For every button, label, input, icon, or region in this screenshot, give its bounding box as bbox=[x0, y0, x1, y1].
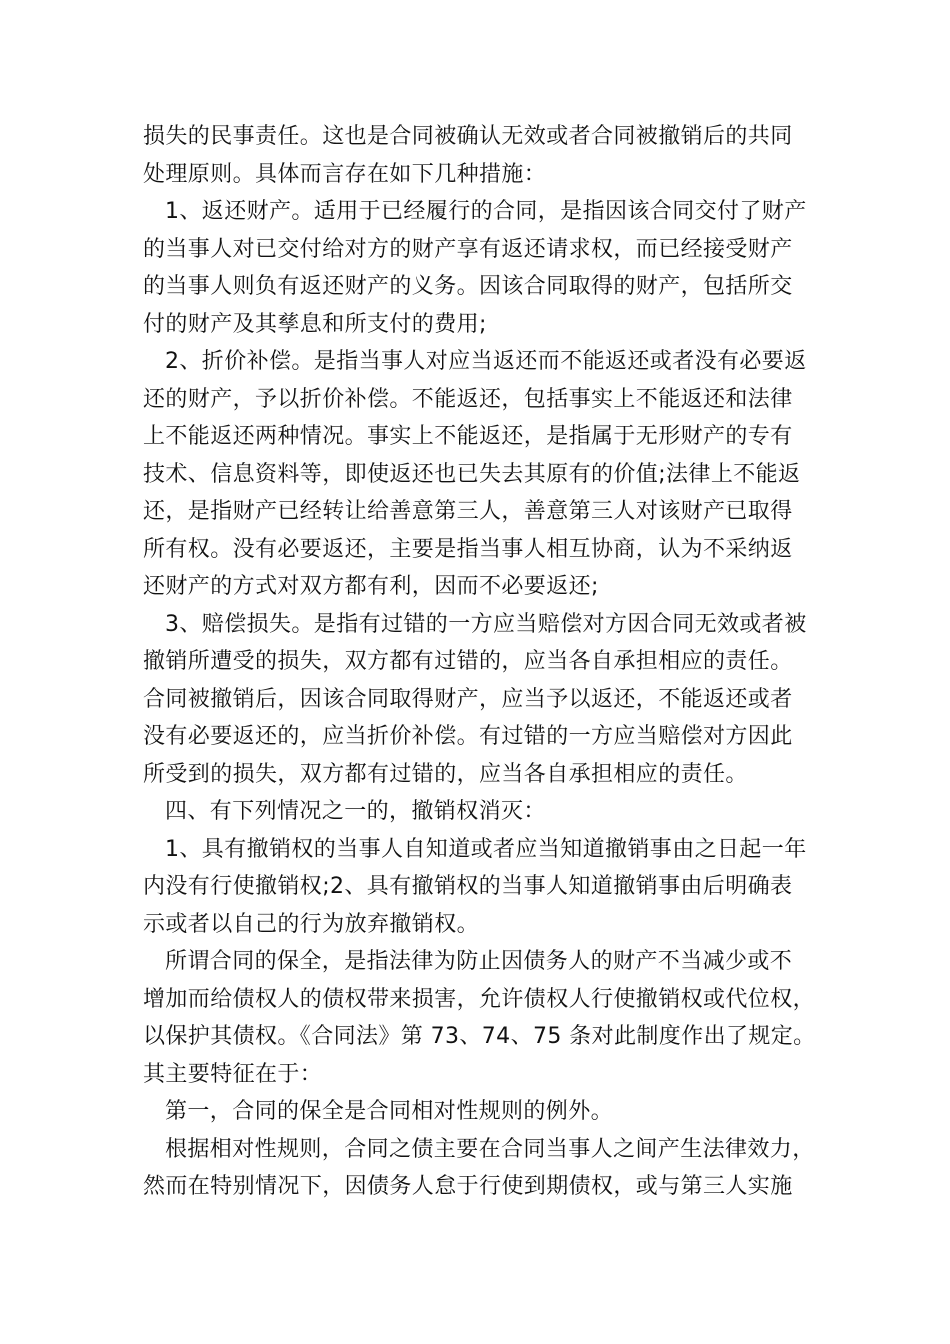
text-line: 所有权。没有必要返还，主要是指当事人相互协商，认为不采纳返 bbox=[143, 536, 793, 562]
text-line: 所谓合同的保全，是指法律为防止因债务人的财产不当减少或不 bbox=[165, 949, 793, 974]
text-line: 没有必要返还的，应当折价补偿。有过错的一方应当赔偿对方因此 bbox=[143, 724, 793, 749]
text-line: 损失的民事责任。这也是合同被确认无效或者合同被撤销后的共同 bbox=[143, 124, 793, 149]
text-line: 3、赔偿损失。是指有过错的一方应当赔偿对方因合同无效或者被 bbox=[165, 611, 807, 637]
text-line: 上不能返还两种情况。事实上不能返还，是指属于无形财产的专有 bbox=[143, 424, 793, 449]
text-line: 示或者以自己的行为放弃撤销权。 bbox=[143, 911, 480, 937]
text-line: 还的财产，予以折价补偿。不能返还，包括事实上不能返还和法律 bbox=[143, 386, 793, 412]
text-line: 合同被撤销后，因该合同取得财产，应当予以返还，不能返还或者 bbox=[143, 686, 793, 712]
text-line: 付的财产及其孳息和所支付的费用; bbox=[143, 311, 487, 337]
text-line: 还，是指财产已经转让给善意第三人，善意第三人对该财产已取得 bbox=[143, 499, 793, 524]
text-line: 的当事人则负有返还财产的义务。因该合同取得的财产，包括所交 bbox=[143, 274, 793, 299]
text-line: 技术、信息资料等，即使返还也已失去其原有的价值;法律上不能返 bbox=[143, 461, 801, 487]
text-line: 处理原则。具体而言存在如下几种措施： bbox=[143, 161, 547, 187]
text-line: 2、折价补偿。是指当事人对应当返还而不能返还或者没有必要返 bbox=[165, 349, 807, 374]
text-line: 第一，合同的保全是合同相对性规则的例外。 bbox=[165, 1099, 614, 1124]
text-line: 所受到的损失，双方都有过错的，应当各自承担相应的责任。 bbox=[143, 761, 748, 787]
text-line: 内没有行使撤销权;2、具有撤销权的当事人知道撤销事由后明确表 bbox=[143, 874, 793, 899]
text-line: 1、返还财产。适用于已经履行的合同，是指因该合同交付了财产 bbox=[165, 199, 807, 224]
text-line: 以保护其债权。《合同法》第 73、74、75 条对此制度作出了规定。 bbox=[143, 1024, 816, 1049]
text-line: 其主要特征在于： bbox=[143, 1061, 323, 1087]
text-line: 的当事人对已交付给对方的财产享有返还请求权，而已经接受财产 bbox=[143, 236, 793, 262]
text-line: 1、具有撤销权的当事人自知道或者应当知道撤销事由之日起一年 bbox=[165, 836, 807, 862]
text-line: 还财产的方式对双方都有利，因而不必要返还; bbox=[143, 574, 599, 599]
document-body bbox=[143, 118, 823, 1206]
text-line: 增加而给债权人的债权带来损害，允许债权人行使撤销权或代位权， bbox=[143, 986, 816, 1012]
text-line: 撤销所遭受的损失，双方都有过错的，应当各自承担相应的责任。 bbox=[143, 649, 793, 674]
text-line: 四、有下列情况之一的，撤销权消灭： bbox=[165, 799, 546, 824]
text-line: 根据相对性规则，合同之债主要在合同当事人之间产生法律效力， bbox=[165, 1136, 815, 1162]
text-line: 然而在特别情况下，因债务人怠于行使到期债权，或与第三人实施 bbox=[143, 1174, 793, 1199]
